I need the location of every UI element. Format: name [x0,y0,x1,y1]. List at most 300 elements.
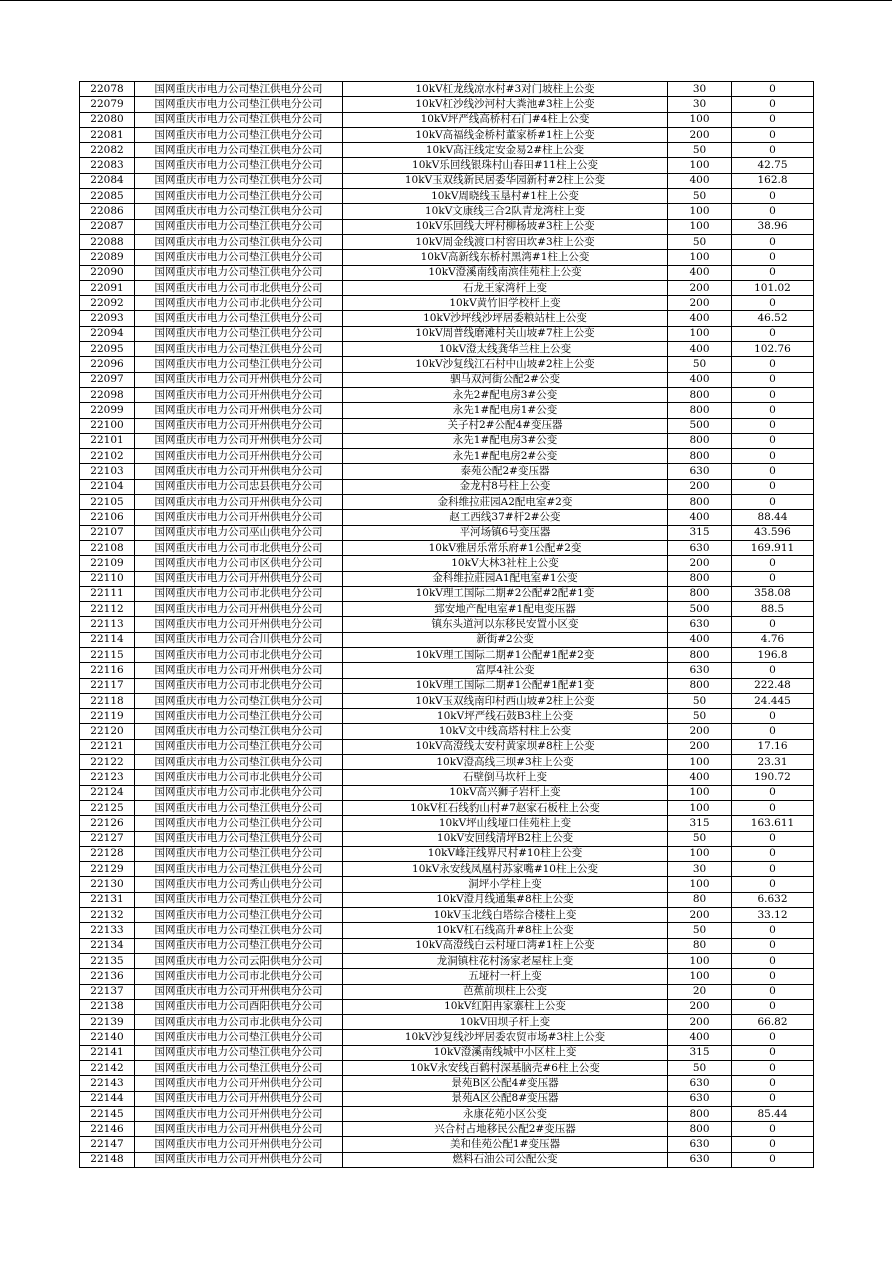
row-id-cell: 22116 [80,663,135,678]
transformer-name-cell: 10kV杠石线高升#8柱上公变 [343,923,668,938]
row-id-cell: 22133 [80,923,135,938]
transformer-name-cell: 平河场镇6号变压器 [343,525,668,540]
row-id-cell: 22098 [80,387,135,402]
table-row [80,143,814,158]
capacity-cell: 630 [668,464,732,479]
load-value-cell: 0 [732,556,814,571]
transformer-name-cell: 10kV杠龙线凉水村#3对门坡柱上公变 [343,82,668,97]
company-name-cell: 国网重庆市电力公司开州供电分公司 [135,449,343,464]
row-id-cell: 22100 [80,418,135,433]
load-value-cell: 24.445 [732,693,814,708]
row-id-cell: 22092 [80,296,135,311]
capacity-cell: 200 [668,724,732,739]
table-row [80,525,814,540]
table-row [80,923,814,938]
row-id-cell: 22148 [80,1152,135,1167]
row-id-cell: 22144 [80,1091,135,1106]
table-row [80,663,814,678]
table-row [80,1061,814,1076]
company-name-cell: 国网重庆市电力公司垫江供电分公司 [135,846,343,861]
load-value-cell: 0 [732,296,814,311]
row-id-cell: 22087 [80,219,135,234]
company-name-cell: 国网重庆市电力公司垫江供电分公司 [135,82,343,97]
capacity-cell: 50 [668,1061,732,1076]
transformer-name-cell: 金科维拉莊园A1配电室#1公变 [343,571,668,586]
load-value-cell: 0 [732,1030,814,1045]
table-row [80,479,814,494]
row-id-cell: 22134 [80,938,135,953]
table-row [80,1015,814,1030]
row-id-cell: 22124 [80,785,135,800]
transformer-name-cell: 10kV乐回线大坪村柳杨坡#3柱上公变 [343,219,668,234]
capacity-cell: 630 [668,540,732,555]
row-id-cell: 22127 [80,831,135,846]
transformer-name-cell: 10kV高福线金桥村董家桥#1柱上公变 [343,127,668,142]
row-id-cell: 22085 [80,189,135,204]
load-value-cell: 38.96 [732,219,814,234]
transformer-name-cell: 10kV周晓线玉垦村#1柱上公变 [343,189,668,204]
table-row [80,510,814,525]
capacity-cell: 80 [668,892,732,907]
company-name-cell: 国网重庆市电力公司垫江供电分公司 [135,357,343,372]
load-value-cell: 43.596 [732,525,814,540]
page-top-rule [0,0,892,1]
company-name-cell: 国网重庆市电力公司垫江供电分公司 [135,923,343,938]
transformer-name-cell: 10kV大林3社柱上公变 [343,556,668,571]
company-name-cell: 国网重庆市电力公司开州供电分公司 [135,1076,343,1091]
company-name-cell: 国网重庆市电力公司市北供电分公司 [135,969,343,984]
capacity-cell: 20 [668,984,732,999]
capacity-cell: 100 [668,755,732,770]
load-value-cell: 0 [732,357,814,372]
transformer-name-cell: 10kV沙复线江石村中山坡#2柱上公变 [343,357,668,372]
table-row [80,953,814,968]
capacity-cell: 400 [668,311,732,326]
transformer-name-cell: 永先1#配电房1#公变 [343,403,668,418]
load-value-cell: 0 [732,433,814,448]
company-name-cell: 国网重庆市电力公司垫江供电分公司 [135,862,343,877]
table-row [80,250,814,265]
company-name-cell: 国网重庆市电力公司开州供电分公司 [135,418,343,433]
row-id-cell: 22078 [80,82,135,97]
company-name-cell: 国网重庆市电力公司开州供电分公司 [135,387,343,402]
company-name-cell: 国网重庆市电力公司市北供电分公司 [135,540,343,555]
company-name-cell: 国网重庆市电力公司垫江供电分公司 [135,800,343,815]
company-name-cell: 国网重庆市电力公司垫江供电分公司 [135,97,343,112]
transformer-name-cell: 石壁倒马坎杆上变 [343,770,668,785]
transformer-name-cell: 洞坪小学柱上变 [343,877,668,892]
company-name-cell: 国网重庆市电力公司垫江供电分公司 [135,127,343,142]
table-row [80,632,814,647]
capacity-cell: 200 [668,479,732,494]
row-id-cell: 22139 [80,1015,135,1030]
capacity-cell: 400 [668,173,732,188]
transformer-name-cell: 10kV高兴狮子岩杆上变 [343,785,668,800]
capacity-cell: 800 [668,571,732,586]
load-value-cell: 0 [732,372,814,387]
capacity-cell: 30 [668,97,732,112]
row-id-cell: 22083 [80,158,135,173]
transformer-name-cell: 10kV安回线清坪B2柱上公变 [343,831,668,846]
company-name-cell: 国网重庆市电力公司垫江供电分公司 [135,112,343,127]
row-id-cell: 22110 [80,571,135,586]
table-row [80,127,814,142]
transformer-name-cell: 10kV澄太线龚华兰柱上公变 [343,342,668,357]
table-row [80,189,814,204]
row-id-cell: 22142 [80,1061,135,1076]
load-value-cell: 6.632 [732,892,814,907]
row-id-cell: 22097 [80,372,135,387]
load-value-cell: 0 [732,969,814,984]
load-value-cell: 190.72 [732,770,814,785]
load-value-cell: 0 [732,785,814,800]
company-name-cell: 国网重庆市电力公司垫江供电分公司 [135,739,343,754]
capacity-cell: 200 [668,280,732,295]
load-value-cell: 0 [732,403,814,418]
capacity-cell: 100 [668,877,732,892]
company-name-cell: 国网重庆市电力公司市北供电分公司 [135,296,343,311]
row-id-cell: 22122 [80,755,135,770]
load-value-cell: 0 [732,1045,814,1060]
company-name-cell: 国网重庆市电力公司市北供电分公司 [135,1015,343,1030]
row-id-cell: 22080 [80,112,135,127]
transformer-name-cell: 10kV澄溪南线南滨佳苑柱上公变 [343,265,668,280]
transformer-name-cell: 景苑B区公配4#变压器 [343,1076,668,1091]
capacity-cell: 50 [668,709,732,724]
company-name-cell: 国网重庆市电力公司垫江供电分公司 [135,265,343,280]
load-value-cell: 0 [732,1061,814,1076]
load-value-cell: 0 [732,984,814,999]
row-id-cell: 22096 [80,357,135,372]
table-row [80,785,814,800]
transformer-name-cell: 景苑A区公配8#变压器 [343,1091,668,1106]
capacity-cell: 100 [668,953,732,968]
capacity-cell: 630 [668,1091,732,1106]
capacity-cell: 800 [668,1106,732,1121]
row-id-cell: 22099 [80,403,135,418]
table-row [80,908,814,923]
load-value-cell: 0 [732,326,814,341]
transformer-name-cell: 10kV周普线磨滩村关山坡#7柱上公变 [343,326,668,341]
capacity-cell: 630 [668,617,732,632]
table-row [80,1045,814,1060]
row-id-cell: 22137 [80,984,135,999]
load-value-cell: 88.44 [732,510,814,525]
table-row [80,617,814,632]
capacity-cell: 630 [668,1152,732,1167]
row-id-cell: 22117 [80,678,135,693]
company-name-cell: 国网重庆市电力公司市北供电分公司 [135,678,343,693]
row-id-cell: 22132 [80,908,135,923]
capacity-cell: 200 [668,739,732,754]
company-name-cell: 国网重庆市电力公司开州供电分公司 [135,372,343,387]
transformer-name-cell: 10kV田坝子杆上变 [343,1015,668,1030]
capacity-cell: 50 [668,143,732,158]
load-value-cell: 0 [732,1122,814,1137]
load-value-cell: 0 [732,449,814,464]
capacity-cell: 400 [668,1030,732,1045]
capacity-cell: 800 [668,678,732,693]
capacity-cell: 500 [668,418,732,433]
transformer-name-cell: 燃料石油公司公配公变 [343,1152,668,1167]
capacity-cell: 630 [668,1137,732,1152]
load-value-cell: 162.8 [732,173,814,188]
load-value-cell: 358.08 [732,586,814,601]
table-row [80,403,814,418]
row-id-cell: 22125 [80,800,135,815]
table-row [80,984,814,999]
capacity-cell: 400 [668,342,732,357]
row-id-cell: 22128 [80,846,135,861]
transformer-name-cell: 新街#2公变 [343,632,668,647]
load-value-cell: 85.44 [732,1106,814,1121]
transformer-name-cell: 10kV周金线渡口村窖田坎#3柱上公变 [343,234,668,249]
row-id-cell: 22086 [80,204,135,219]
load-value-cell: 169.911 [732,540,814,555]
row-id-cell: 22079 [80,97,135,112]
table-row [80,1137,814,1152]
load-value-cell: 0 [732,846,814,861]
row-id-cell: 22102 [80,449,135,464]
capacity-cell: 30 [668,82,732,97]
transformer-name-cell: 10kV高澄线太安村黄家坝#8柱上公变 [343,739,668,754]
row-id-cell: 22119 [80,709,135,724]
company-name-cell: 国网重庆市电力公司酉阳供电分公司 [135,999,343,1014]
company-name-cell: 国网重庆市电力公司垫江供电分公司 [135,1030,343,1045]
capacity-cell: 800 [668,1122,732,1137]
load-value-cell: 4.76 [732,632,814,647]
load-value-cell: 0 [732,1137,814,1152]
table-row [80,571,814,586]
row-id-cell: 22136 [80,969,135,984]
table-row [80,1152,814,1167]
transformer-name-cell: 龙洞镇柱花村汤家老屋柱上变 [343,953,668,968]
company-name-cell: 国网重庆市电力公司市北供电分公司 [135,785,343,800]
transformer-name-cell: 10kV文康线三合2队青龙湾柱上变 [343,204,668,219]
table-row [80,387,814,402]
company-name-cell: 国网重庆市电力公司开州供电分公司 [135,433,343,448]
company-name-cell: 国网重庆市电力公司垫江供电分公司 [135,204,343,219]
row-id-cell: 22107 [80,525,135,540]
transformer-name-cell: 10kV坪山线垭口佳苑柱上变 [343,816,668,831]
transformer-name-cell: 郅安地产配电室#1配电变压器 [343,602,668,617]
capacity-cell: 30 [668,862,732,877]
row-id-cell: 22094 [80,326,135,341]
row-id-cell: 22104 [80,479,135,494]
company-name-cell: 国网重庆市电力公司开州供电分公司 [135,1091,343,1106]
company-name-cell: 国网重庆市电力公司开州供电分公司 [135,984,343,999]
company-name-cell: 国网重庆市电力公司云阳供电分公司 [135,953,343,968]
table-row [80,495,814,510]
transformer-name-cell: 关子村2#公配4#变压器 [343,418,668,433]
table-row [80,647,814,662]
transformer-name-cell: 10kV玉双线新民居委华园新村#2柱上公变 [343,173,668,188]
company-name-cell: 国网重庆市电力公司开州供电分公司 [135,617,343,632]
transformer-name-cell: 芭蕉前坝柱上公变 [343,984,668,999]
row-id-cell: 22121 [80,739,135,754]
load-value-cell: 222.48 [732,678,814,693]
load-value-cell: 0 [732,387,814,402]
load-value-cell: 0 [732,82,814,97]
load-value-cell: 163.611 [732,816,814,831]
load-value-cell: 0 [732,831,814,846]
transformer-name-cell: 永先1#配电房2#公变 [343,449,668,464]
capacity-cell: 800 [668,449,732,464]
row-id-cell: 22113 [80,617,135,632]
load-value-cell: 0 [732,953,814,968]
table-row [80,969,814,984]
capacity-cell: 50 [668,234,732,249]
table-row [80,219,814,234]
load-value-cell: 0 [732,709,814,724]
capacity-cell: 100 [668,204,732,219]
table-row [80,938,814,953]
company-name-cell: 国网重庆市电力公司开州供电分公司 [135,1152,343,1167]
transformer-name-cell: 五垭村一杆上变 [343,969,668,984]
company-name-cell: 国网重庆市电力公司垫江供电分公司 [135,250,343,265]
transformer-name-cell: 10kV理工国际二期#2公配#2配#1变 [343,586,668,601]
table-row [80,97,814,112]
table-row [80,158,814,173]
load-value-cell: 0 [732,1091,814,1106]
company-name-cell: 国网重庆市电力公司垫江供电分公司 [135,831,343,846]
transformer-name-cell: 赵工西线37#杆2#公变 [343,510,668,525]
load-value-cell: 23.31 [732,755,814,770]
capacity-cell: 630 [668,1076,732,1091]
row-id-cell: 22114 [80,632,135,647]
load-value-cell: 0 [732,143,814,158]
table-row [80,556,814,571]
row-id-cell: 22093 [80,311,135,326]
transformer-name-cell: 10kV永安线百鹤村深基脑壳#6柱上公变 [343,1061,668,1076]
company-name-cell: 国网重庆市电力公司巫山供电分公司 [135,525,343,540]
table-row [80,1030,814,1045]
capacity-cell: 315 [668,525,732,540]
load-value-cell: 46.52 [732,311,814,326]
company-name-cell: 国网重庆市电力公司垫江供电分公司 [135,724,343,739]
load-value-cell: 0 [732,204,814,219]
capacity-cell: 50 [668,189,732,204]
transformer-name-cell: 10kV文中线高塔村柱上公变 [343,724,668,739]
company-name-cell: 国网重庆市电力公司垫江供电分公司 [135,173,343,188]
capacity-cell: 50 [668,923,732,938]
transformer-name-cell: 10kV沙坪线沙坪居委粮站柱上公变 [343,311,668,326]
company-name-cell: 国网重庆市电力公司垫江供电分公司 [135,1061,343,1076]
transformer-name-cell: 10kV黄竹旧学校杆上变 [343,296,668,311]
capacity-cell: 200 [668,908,732,923]
load-value-cell: 0 [732,189,814,204]
company-name-cell: 国网重庆市电力公司垫江供电分公司 [135,908,343,923]
table-row [80,709,814,724]
load-value-cell: 0 [732,938,814,953]
capacity-cell: 400 [668,372,732,387]
table-row [80,862,814,877]
row-id-cell: 22106 [80,510,135,525]
table-row [80,234,814,249]
transformer-name-cell: 石龙王家湾杆上变 [343,280,668,295]
capacity-cell: 400 [668,510,732,525]
capacity-cell: 100 [668,158,732,173]
table-row [80,586,814,601]
capacity-cell: 400 [668,265,732,280]
table-row [80,800,814,815]
load-value-cell: 88.5 [732,602,814,617]
load-value-cell: 0 [732,234,814,249]
load-value-cell: 0 [732,250,814,265]
company-name-cell: 国网重庆市电力公司垫江供电分公司 [135,709,343,724]
capacity-cell: 50 [668,831,732,846]
company-name-cell: 国网重庆市电力公司开州供电分公司 [135,602,343,617]
capacity-cell: 50 [668,357,732,372]
company-name-cell: 国网重庆市电力公司市北供电分公司 [135,280,343,295]
row-id-cell: 22095 [80,342,135,357]
capacity-cell: 800 [668,586,732,601]
row-id-cell: 22120 [80,724,135,739]
company-name-cell: 国网重庆市电力公司垫江供电分公司 [135,219,343,234]
capacity-cell: 80 [668,938,732,953]
company-name-cell: 国网重庆市电力公司市北供电分公司 [135,770,343,785]
row-id-cell: 22135 [80,953,135,968]
row-id-cell: 22143 [80,1076,135,1091]
company-name-cell: 国网重庆市电力公司垫江供电分公司 [135,158,343,173]
capacity-cell: 100 [668,112,732,127]
load-value-cell: 0 [732,800,814,815]
capacity-cell: 100 [668,846,732,861]
row-id-cell: 22146 [80,1122,135,1137]
company-name-cell: 国网重庆市电力公司开州供电分公司 [135,403,343,418]
transformer-name-cell: 美和佳苑公配1#变压器 [343,1137,668,1152]
row-id-cell: 22089 [80,250,135,265]
row-id-cell: 22141 [80,1045,135,1060]
transformer-name-cell: 10kV理工国际二期#1公配#1配#1变 [343,678,668,693]
table-row [80,693,814,708]
table-row [80,755,814,770]
company-name-cell: 国网重庆市电力公司开州供电分公司 [135,1122,343,1137]
row-id-cell: 22091 [80,280,135,295]
table-row [80,540,814,555]
company-name-cell: 国网重庆市电力公司开州供电分公司 [135,663,343,678]
capacity-cell: 200 [668,556,732,571]
table-row [80,678,814,693]
row-id-cell: 22131 [80,892,135,907]
transformer-name-cell: 10kV玉北线白塔综合楼柱上变 [343,908,668,923]
row-id-cell: 22082 [80,143,135,158]
company-name-cell: 国网重庆市电力公司垫江供电分公司 [135,234,343,249]
row-id-cell: 22101 [80,433,135,448]
capacity-cell: 800 [668,433,732,448]
capacity-cell: 100 [668,785,732,800]
transformer-name-cell: 富厚4社公变 [343,663,668,678]
load-value-cell: 0 [732,617,814,632]
row-id-cell: 22105 [80,495,135,510]
row-id-cell: 22103 [80,464,135,479]
transformer-name-cell: 永先2#配电房3#公变 [343,387,668,402]
capacity-cell: 800 [668,647,732,662]
row-id-cell: 22108 [80,540,135,555]
row-id-cell: 22123 [80,770,135,785]
capacity-cell: 800 [668,495,732,510]
transformer-name-cell: 10kV澄高线三坝#3柱上公变 [343,755,668,770]
load-value-cell: 0 [732,877,814,892]
table-row [80,372,814,387]
company-name-cell: 国网重庆市电力公司垫江供电分公司 [135,1045,343,1060]
load-value-cell: 0 [732,97,814,112]
table-row [80,1076,814,1091]
transformer-name-cell: 10kV高汪线定安金易2#柱上公变 [343,143,668,158]
table-row [80,999,814,1014]
company-name-cell: 国网重庆市电力公司垫江供电分公司 [135,693,343,708]
load-value-cell: 42.75 [732,158,814,173]
